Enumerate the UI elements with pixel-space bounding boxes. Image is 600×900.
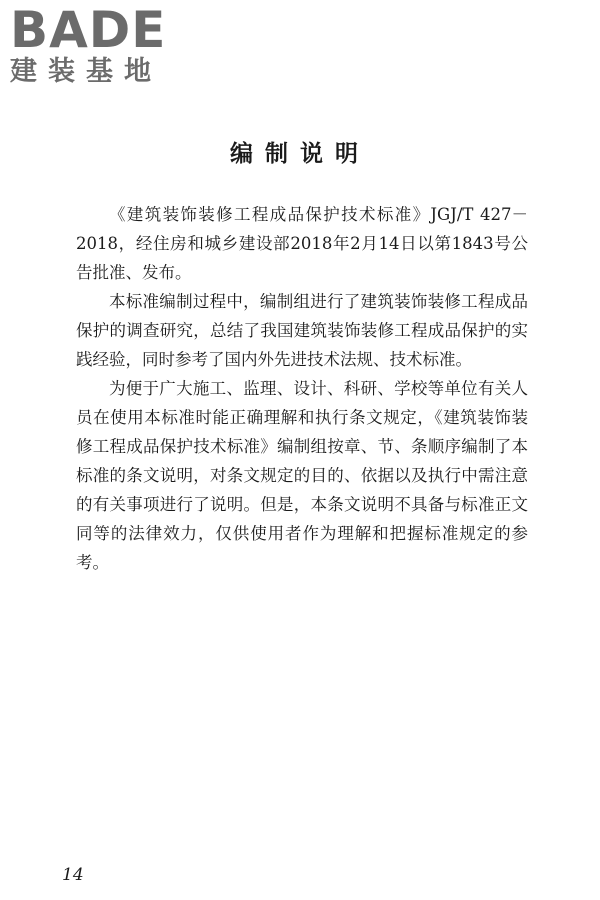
logo	[10, 1, 180, 96]
logo-latin-text: BADE	[10, 1, 167, 59]
page-title: 编制说明	[230, 140, 370, 167]
paragraph-3: 为便于广大施工、监理、设计、科研、学校等单位有关人员在使用本标准时能正确理解和执行条文规定，《建筑装饰装修工程成品保护技术标准》编制组按章、节、条顺序编制了本标准的条文说明，对条文规定的目的、依据以及执行中需注意的有关事项进行了说明。但是，本条文说明不具备与标准正文同等的法律效力，仅供使用者作为理解和把握标准规定的参考。	[76, 379, 528, 572]
paragraph-2: 本标准编制过程中，编制组进行了建筑装饰装修工程成品保护的调查研究，总结了我国建筑装饰装修工程成品保护的实践经验，同时参考了国内外先进技术法规、技术标准。	[76, 292, 528, 369]
logo-chinese-text: 建装基地	[10, 56, 162, 87]
paragraph-1: 《建筑装饰装修工程成品保护技术标准》JGJ/T 427－2018，经住房和城乡建设部2018年2月14日以第1843号公告批准、发布。	[76, 205, 528, 282]
page-number: 14	[62, 865, 84, 885]
body-text	[76, 200, 528, 577]
